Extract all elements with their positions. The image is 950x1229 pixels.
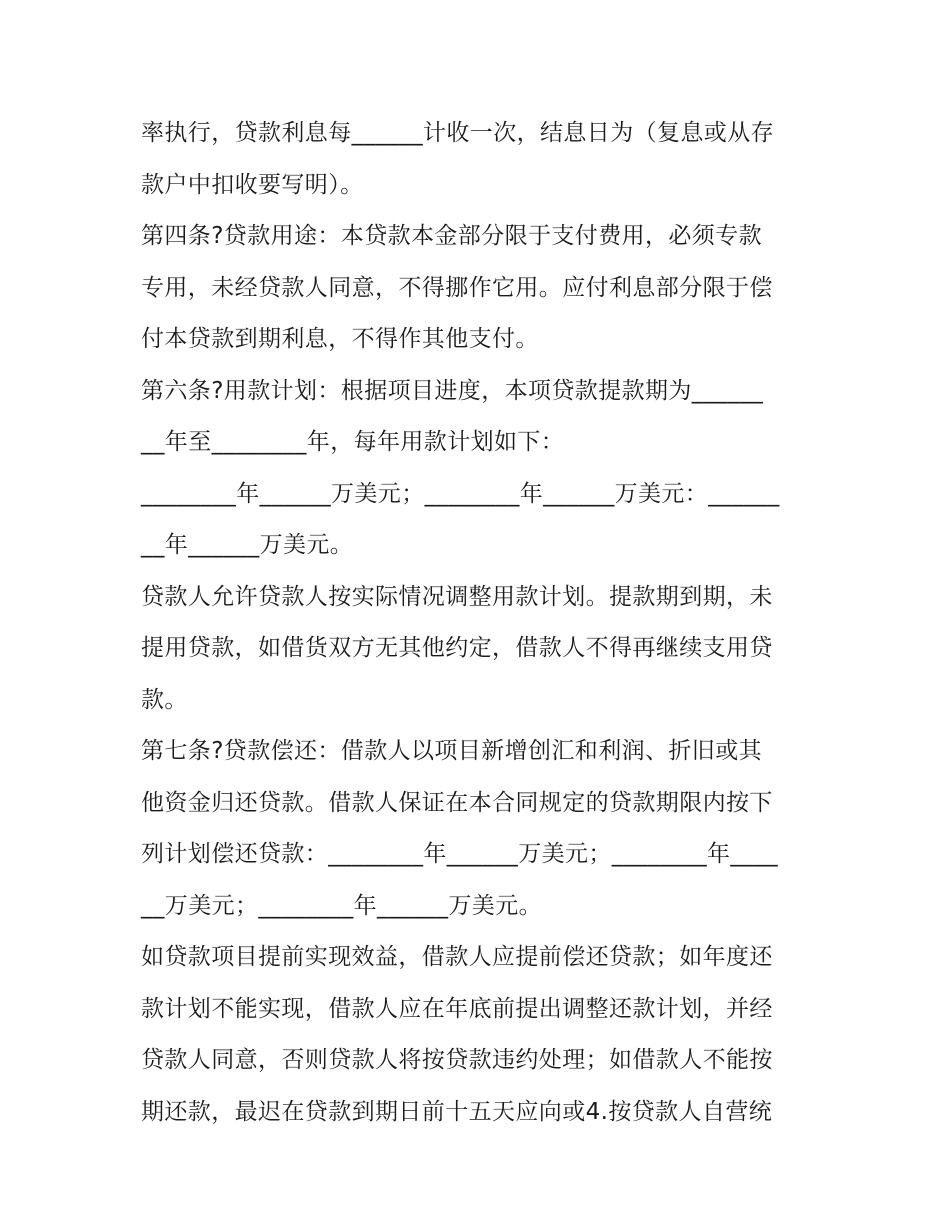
text-line: 第六条?用款计划：根据项目进度，本项贷款提款期为______ [141,377,764,404]
text-line: __年______万美元。 [141,532,354,558]
text-line: 率执行，贷款利息每______计收一次，结息日为（复息或从存 [141,120,774,146]
text-line: 第四条?贷款用途：本贷款本金部分限于支付费用，必须专款 [141,223,763,249]
text-line: __万美元；________年______万美元。 [141,892,542,919]
text-line: __年至________年，每年用款计划如下： [141,429,565,455]
text-line: 期还款，最迟在贷款到期日前十五天应向或4.按贷款人自营统 [141,1098,773,1125]
text-line: 如贷款项目提前实现效益，借款人应提前偿还贷款；如年度还 [141,944,773,970]
text-line: 款计划不能实现，借款人应在年底前提出调整还款计划，并经 [141,995,773,1022]
text-line: 专用，未经贷款人同意，不得挪作它用。应付利息部分限于偿 [141,274,773,301]
text-line: 第七条?贷款偿还：借款人以项目新增创汇和利润、折旧或其 [141,738,763,764]
document-body [141,108,813,1138]
text-line: 款户中扣收要写明）。 [141,171,364,198]
text-line: 贷款人允许贷款人按实际情况调整用款计划。提款期到期，未 [141,583,773,610]
text-line: 提用贷款，如借货双方无其他约定，借款人不得再继续支用贷 [141,635,773,661]
text-line: 贷款人同意，否则贷款人将按贷款违约处理；如借款人不能按 [141,1047,773,1073]
text-line: 款。 [141,686,188,713]
text-line: 他资金归还贷款。借款人保证在本合同规定的贷款期限内按下 [141,789,773,816]
text-line: 付本贷款到期利息，不得作其他支付。 [141,326,539,352]
text-line: 列计划偿还贷款：________年______万美元；________年____ [141,841,778,867]
text-line: ________年______万美元；________年______万美元：______ [141,480,780,507]
